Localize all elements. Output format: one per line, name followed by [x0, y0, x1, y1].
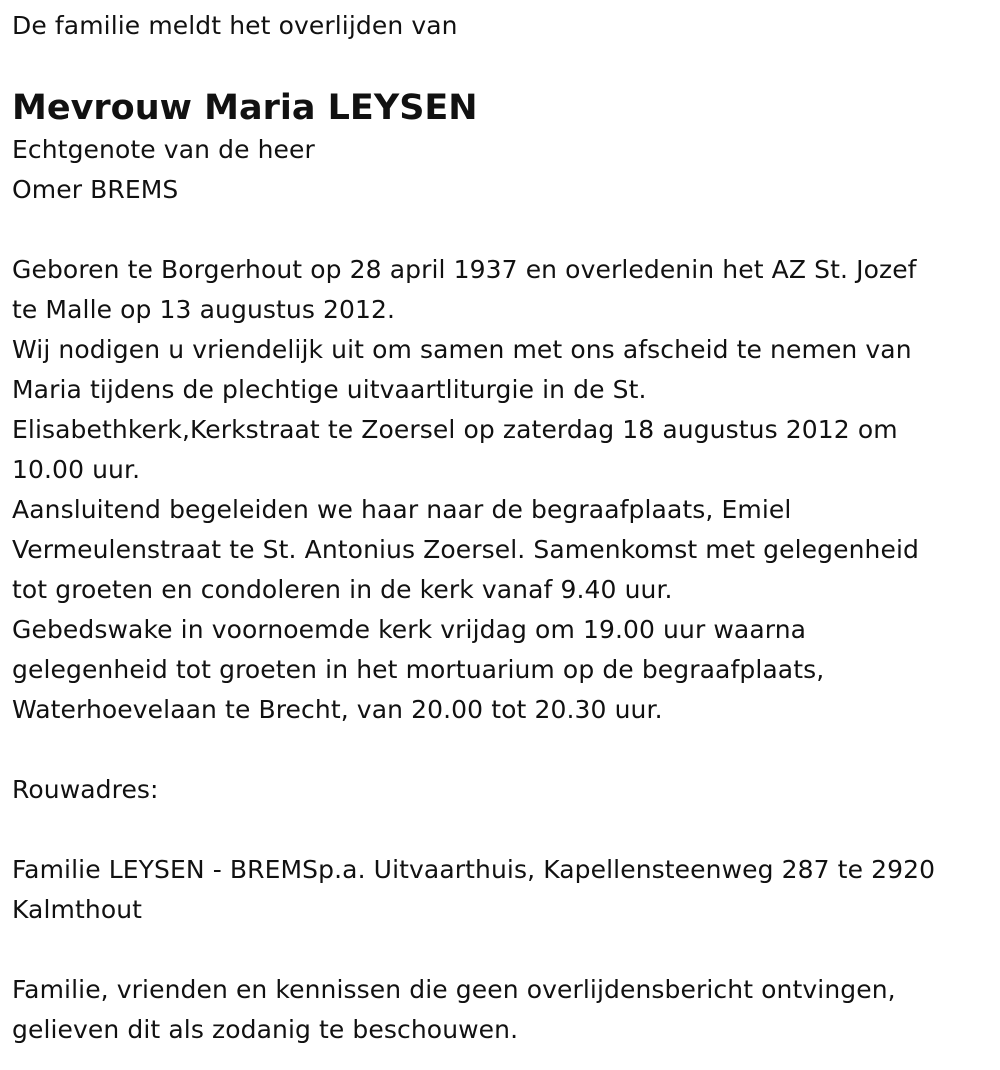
details-line: tot groeten en condoleren in de kerk vanaf 9.40 uur.	[12, 575, 673, 604]
deceased-name: Mevrouw Maria LEYSEN	[12, 88, 478, 128]
address-block	[12, 850, 1000, 930]
details-line: Waterhoevelaan te Brecht, van 20.00 tot 20.30 uur.	[12, 695, 663, 724]
address-line-1: Familie LEYSEN - BREMSp.a. Uitvaarthuis, Kapellensteenweg 287 te 2920	[12, 855, 936, 884]
details-paragraph	[12, 250, 1000, 730]
details-line: Aansluitend begeleiden we haar naar de begraafplaats, Emiel	[12, 495, 792, 524]
spacer	[12, 930, 1000, 970]
details-line: Wij nodigen u vriendelijk uit om samen met ons afscheid te nemen van	[12, 335, 912, 364]
address-line-2: Kalmthout	[12, 895, 143, 924]
closing-paragraph	[12, 970, 1000, 1050]
spacer	[12, 810, 1000, 850]
details-line: 10.00 uur.	[12, 455, 141, 484]
intro-text: De familie meldt het overlijden van	[12, 11, 458, 40]
rouwadres-label: Rouwadres:	[12, 775, 159, 804]
details-line: Elisabethkerk,Kerkstraat te Zoersel op zaterdag 18 augustus 2012 om	[12, 415, 898, 444]
details-line: Geboren te Borgerhout op 28 april 1937 en overledenin het AZ St. Jozef	[12, 255, 917, 284]
spacer	[12, 210, 1000, 250]
closing-line-1: Familie, vrienden en kennissen die geen overlijdensbericht ontvingen,	[12, 975, 896, 1004]
details-line: Gebedswake in voornoemde kerk vrijdag om 19.00 uur waarna	[12, 615, 807, 644]
details-line: Maria tijdens de plechtige uitvaartliturgie in de St.	[12, 375, 647, 404]
spouse-info	[12, 130, 1000, 210]
closing-line-2: gelieven dit als zodanig te beschouwen.	[12, 1015, 519, 1044]
spouse-line-1: Echtgenote van de heer	[12, 135, 315, 164]
spouse-line-2: Omer BREMS	[12, 175, 179, 204]
spacer	[12, 730, 1000, 770]
details-line: gelegenheid tot groeten in het mortuarium op de begraafplaats,	[12, 655, 825, 684]
details-line: Vermeulenstraat te St. Antonius Zoersel. Samenkomst met gelegenheid	[12, 535, 919, 564]
details-line: te Malle op 13 augustus 2012.	[12, 295, 396, 324]
